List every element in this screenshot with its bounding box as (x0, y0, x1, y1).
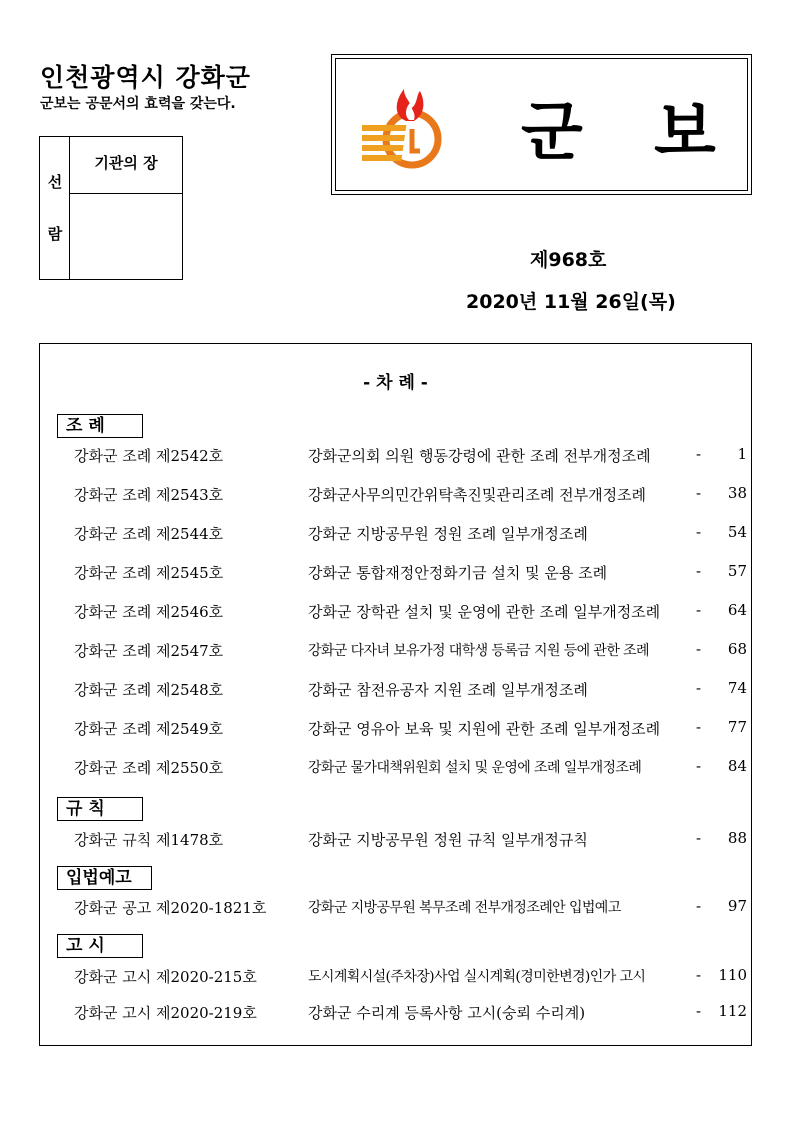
gazette-banner (331, 54, 752, 195)
toc-row[interactable] (40, 679, 751, 703)
circulation-label-2: 람 (47, 225, 63, 243)
item-page: 57 (727, 562, 747, 580)
toc-row[interactable] (40, 601, 751, 625)
item-code: 강화군 고시 제2020-215호 (74, 968, 257, 986)
table-of-contents (39, 343, 752, 1046)
item-dash: - (696, 523, 702, 541)
item-title: 강화군 영유아 보육 및 지원에 관한 조례 일부개정조례 (308, 720, 661, 738)
circulation-box (39, 136, 183, 280)
item-title: 강화군 지방공무원 정원 규칙 일부개정규칙 (308, 831, 588, 849)
toc-row[interactable] (40, 757, 751, 781)
banner-title-1: 군 (521, 96, 583, 170)
toc-row[interactable] (40, 562, 751, 586)
toc-row[interactable] (40, 718, 751, 742)
item-code: 강화군 조례 제2548호 (74, 681, 224, 699)
item-page: 97 (727, 897, 747, 915)
item-code: 강화군 조례 제2545호 (74, 564, 224, 582)
section-heading: 조 례 (57, 414, 143, 438)
item-dash: - (696, 601, 702, 619)
toc-row[interactable] (40, 1002, 751, 1026)
item-code: 강화군 조례 제2547호 (74, 642, 224, 660)
item-dash: - (696, 966, 702, 984)
item-dash: - (696, 1002, 702, 1020)
toc-row[interactable] (40, 829, 751, 853)
section-heading: 규 칙 (57, 797, 143, 821)
item-code: 강화군 조례 제2543호 (74, 486, 224, 504)
toc-row[interactable] (40, 484, 751, 508)
section-heading: 입법예고 (57, 866, 152, 890)
item-code: 강화군 고시 제2020-219호 (74, 1004, 257, 1022)
toc-title: - 차 례 - (363, 373, 428, 393)
item-title: 강화군 다자녀 보유가정 대학생 등록금 지원 등에 관한 조례 (308, 643, 649, 659)
item-page: 110 (718, 966, 747, 984)
item-dash: - (696, 640, 702, 658)
item-dash: - (696, 757, 702, 775)
toc-row[interactable] (40, 897, 751, 921)
item-title: 강화군 물가대책위원회 설치 및 운영에 조례 일부개정조례 (308, 760, 642, 776)
item-dash: - (696, 562, 702, 580)
item-page: 64 (727, 601, 747, 619)
item-page: 88 (727, 829, 747, 847)
item-title: 강화군사무의민간위탁촉진및관리조례 전부개정조례 (308, 486, 647, 504)
item-dash: - (696, 484, 702, 502)
item-page: 38 (727, 484, 747, 502)
item-code: 강화군 조례 제2542호 (74, 447, 224, 465)
item-code: 강화군 조례 제2544호 (74, 525, 224, 543)
item-code: 강화군 조례 제2546호 (74, 603, 224, 621)
circulation-label-column (40, 137, 70, 279)
item-title: 강화군의회 의원 행동강령에 관한 조례 전부개정조례 (308, 447, 651, 465)
item-code: 강화군 규칙 제1478호 (74, 831, 224, 849)
item-dash: - (696, 445, 702, 463)
item-page: 112 (718, 1002, 747, 1020)
ganghwa-emblem-icon (362, 85, 446, 171)
toc-row[interactable] (40, 445, 751, 469)
item-code: 강화군 조례 제2550호 (74, 759, 224, 777)
item-title: 강화군 참전유공자 지원 조례 일부개정조례 (308, 681, 588, 699)
item-title: 강화군 장학관 설치 및 운영에 관한 조례 일부개정조례 (308, 603, 661, 621)
item-page: 74 (727, 679, 747, 697)
item-page: 77 (727, 718, 747, 736)
item-page: 68 (727, 640, 747, 658)
item-page: 1 (737, 445, 747, 463)
item-title: 강화군 수리계 등록사항 고시(숭뢰 수리계) (308, 1004, 586, 1022)
item-title: 강화군 통합재정안정화기금 설치 및 운용 조례 (308, 564, 608, 582)
item-dash: - (696, 829, 702, 847)
toc-row[interactable] (40, 640, 751, 664)
toc-row[interactable] (40, 523, 751, 547)
item-title: 강화군 지방공무원 복무조례 전부개정조례안 입법예고 (308, 900, 621, 916)
issue-number: 제968호 (530, 249, 607, 271)
item-page: 84 (727, 757, 747, 775)
item-title: 강화군 지방공무원 정원 조례 일부개정조례 (308, 525, 588, 543)
item-dash: - (696, 679, 702, 697)
circulation-head: 기관의 장 (70, 137, 182, 194)
item-title: 도시계획시설(주차장)사업 실시계획(경미한변경)인가 고시 (308, 969, 646, 985)
issue-date: 2020년 11월 26일(목) (466, 291, 676, 313)
item-page: 54 (727, 523, 747, 541)
item-code: 강화군 조례 제2549호 (74, 720, 224, 738)
item-dash: - (696, 718, 702, 736)
item-code: 강화군 공고 제2020-1821호 (74, 899, 267, 917)
banner-inner-border (335, 58, 748, 191)
banner-title-2: 보 (654, 96, 716, 170)
toc-row[interactable] (40, 966, 751, 990)
section-heading: 고 시 (57, 934, 143, 958)
motto-text: 군보는 공문서의 효력을 갖는다. (40, 96, 236, 112)
publisher-name: 인천광역시 강화군 (40, 63, 251, 92)
circulation-label-1: 선 (47, 173, 63, 191)
item-dash: - (696, 897, 702, 915)
